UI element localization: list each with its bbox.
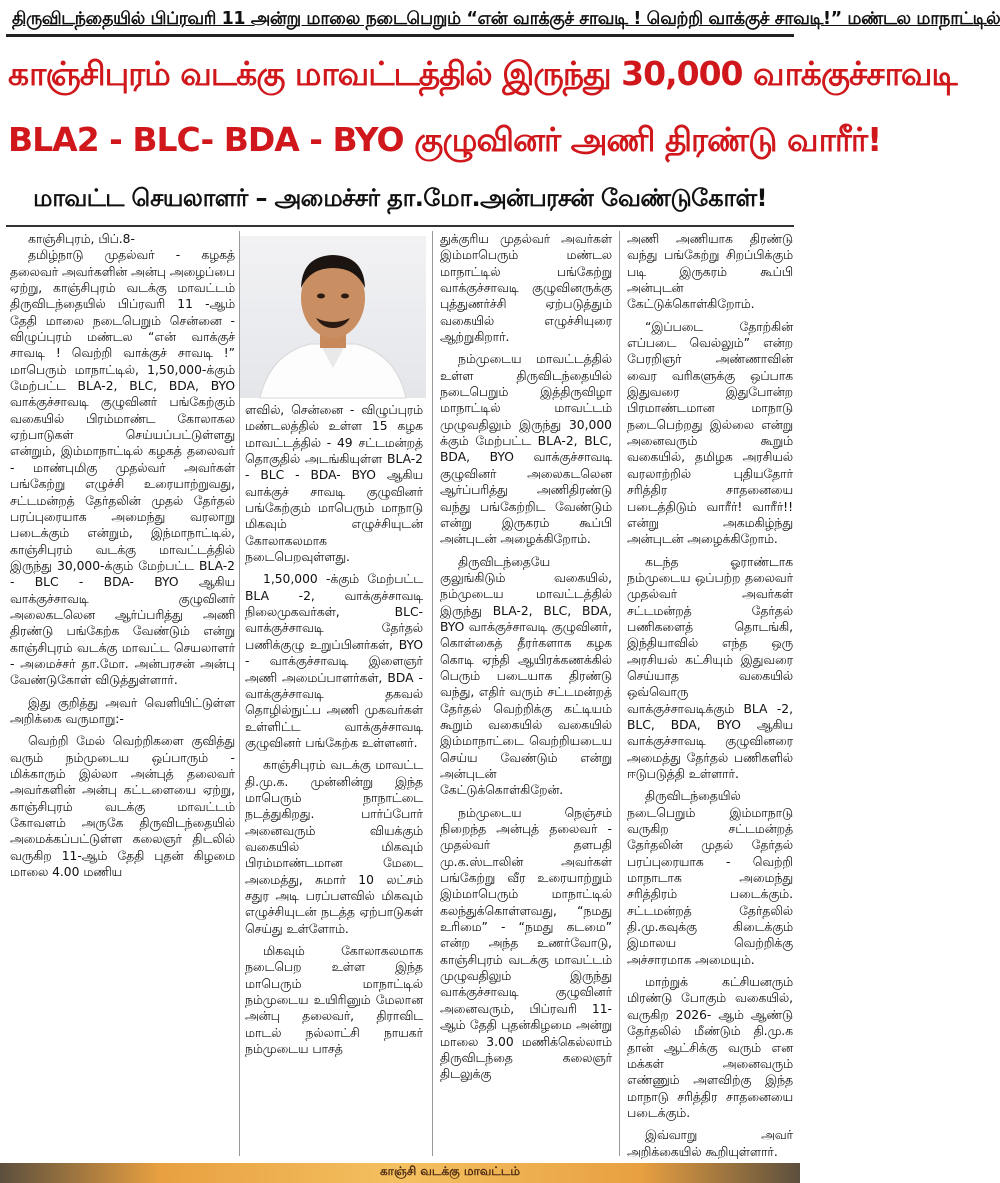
paragraph: அணி அணியாக திரண்டு வந்து பங்கேற்று சிறப்பிக்கும் படி இருகரம் கூப்பி அன்புடன் கேட்டுக்கொள்கிறோம்.	[627, 232, 793, 312]
article-column-4	[627, 231, 793, 1161]
paragraph: திருவிடந்தையில் நடைபெறும் இம்மாநாடு வருகிற சட்டமன்றத் தேர்தலின் முதல் தேர்தல் பரப்புரையாக - வெற்றி மாநாடாக அமைந்து சரித்திரம் படைக்கும். சட்டமன்றத் தேர்தலில் தி.மு.கவுக்கு கிடைக்கும் இமாலய வெற்றிக்கு அச்சாரமாக அமையும்.	[627, 789, 793, 967]
bottom-ad-strip	[0, 1163, 800, 1183]
paragraph: வெற்றி மேல் வெற்றிகளை குவித்து வரும் நம்முடைய ஒப்பாரும் - மிக்காரும் இல்லா அன்புத் தலைவர் அவர்களின் அன்பு கட்டளையை ஏற்று, காஞ்சிபுரம் வடக்கு மாவட்டம் கோவளம் அருகே திருவிடந்தையில் அமைக்கப்பட்டுள்ள கலைஞர் திடலில் வருகிற 11-ஆம் தேதி புதன் கிழமை மாலை 4.00 மணிய	[10, 734, 235, 880]
paragraph: இது குறித்து அவர் வெளியிட்டுள்ள அறிக்கை வருமாறு:-	[10, 695, 235, 726]
column-divider-1	[239, 231, 240, 1156]
minister-photo	[240, 236, 426, 398]
bottom-strip-text: காஞ்சி வடக்கு மாவட்டம்	[380, 1164, 521, 1178]
headline-line2: BLA2 - BLC- BDA - BYO குழுவினர் அணி திரண்டு வாரீர்!	[8, 120, 882, 159]
column-divider-2	[432, 231, 433, 1156]
paragraph: மாற்றுக் கட்சியனரும் மிரண்டு போகும் வகையில், வருகிற 2026- ஆம் ஆண்டு தேர்தலில் மீண்டும் தி.மு.க தான் ஆட்சிக்கு வரும் என மக்கள் அனைவரும் எண்ணும் அளவிற்கு இந்த மாநாடு சரித்திர சாதனையை படைக்கும்.	[627, 975, 793, 1120]
paragraph: காஞ்சிபுரம் வடக்கு மாவட்ட தி.மு.க. முன்னின்று இந்த மாபெரும் நாநாட்டை நடத்துகிறது. பார்ப்போர் அனைவரும் வியக்கும் வகையில் மிகவும் பிரம்மாண்டமான மேடை அமைத்து, சுமார் 10 லட்சம் சதுர அடி பரப்பளவில் மிகவும் எழுச்சியுடன் நடத்த ஏற்பாடுகள் செய்து உள்ளோம்.	[245, 758, 423, 936]
article-column-3	[440, 231, 612, 1161]
paragraph: “இப்படை தோற்கின் எப்படை வெல்லும்” என்ற பேரறிஞர் அண்ணாவின் வைர வரிகளுக்கு ஒப்பாக இதுவரை இதுபோன்ற பிரமாண்டமான மாநாடு நடைபெற்றது இல்லை என்று அனைவரும் கூறும் வகையில், தமிழக அரசியல் வரலாற்றில் புதியதோர் சரித்திர சாதனையை படைத்திடும் வாரீர்! வாரீர்!! என்று அகமகிழ்ந்து அன்புடன் அழைக்கிறோம்.	[627, 319, 793, 547]
article-column-1	[10, 231, 235, 1161]
top-banner: திருவிடந்தையில் பிப்ரவரி 11 அன்று மாலை நடைபெறும் “என் வாக்குச் சாவடி ! வெற்றி வாக்குச் சாவடி!” மண்டல மாநாட்டில்	[12, 9, 1000, 29]
paragraph: இவ்வாறு அவர் அறிக்கையில் கூறியுள்ளார்.	[627, 1128, 793, 1159]
article-column-2	[245, 402, 423, 1161]
column-divider-3	[619, 231, 620, 1156]
paragraph: கடந்த ஓராண்டாக நம்முடைய ஒப்பற்ற தலைவர் முதல்வர் அவர்கள் சட்டமன்றத் தேர்தல் பணிகளைத் தொடங்கி, இந்தியாவில் எந்த ஒரு அரசியல் கட்சியும் இதுவரை செய்யாத வகையில் ஒவ்வொரு வாக்குச்சாவடிக்கும் BLA -2, BLC, BDA, BYO ஆகிய வாக்குச்சாவடி குழுவினரை அமைத்து தேர்தல் பணிகளில் ஈடுபடுத்தி உள்ளார்.	[627, 554, 793, 781]
paragraph: துக்குரிய முதல்வர் அவர்கள் இம்மாபெரும் மண்டல மாநாட்டில் பங்கேற்று வாக்குச்சாவடி குழுவினருக்கு புத்துணர்ச்சி ஏற்படுத்தும் வகையில் எழுச்சியுரை ஆற்றுகிறார்.	[440, 232, 612, 345]
paragraph: திருவிடந்தையே குலுங்கிடும் வகையில், நம்முடைய மாவட்டத்தில் இருந்து BLA-2, BLC, BDA, BYO வாக்குச்சாவடி குழுவினர், கொள்கைத் தீரர்களாக கழக கொடி ஏந்தி ஆயிரக்கணக்கில் பெரும் படையாக திரண்டு வந்து, எதிர் வரும் சட்டமன்றத் தேர்தல் வெற்றிக்கு கட்டியம் கூறும் வகையில் வகையில் இம்மாநாட்டை வெற்றியடைய செய்ய வேண்டும் என்று அன்புடன் கேட்டுக்கொள்கிறேன்.	[440, 554, 612, 798]
subheadline: மாவட்ட செயலாளர் – அமைச்சர் தா.மோ.அன்பரசன் வேண்டுகோள்!	[33, 184, 767, 212]
paragraph: ளவில், சென்னை - விழுப்புரம் மண்டலத்தில் உள்ள 15 கழக மாவட்டத்தில் - 49 சட்டமன்றத் தொகுதில் அடங்கியுள்ள BLA-2 - BLC - BDA- BYO ஆகிய வாக்குச் சாவடி குழுவினர் பங்கேற்கும் மாபெரும் மாநாடு மிகவும் எழுச்சியுடன் கோலாகலமாக நடைபெறவுள்ளது.	[245, 403, 423, 565]
paragraph: தமிழ்நாடு முதல்வர் - கழகத் தலைவர் அவர்களின் அன்பு அழைப்பை ஏற்று, காஞ்சிபுரம் வடக்கு மாவட்டம் திருவிடந்தையில் பிப்ரவரி 11 -ஆம் தேதி மாலை நடைபெறும் சென்னை - விழுப்புரம் மண்டல “என் வாக்குச் சாவடி ! வெற்றி வாக்குச் சாவடி !” மாபெரும் மாநாட்டில், 1,50,000-க்கும் மேற்பட்ட BLA-2, BLC, BDA, BYO வாக்குச்சாவடி குழுவினர் பங்கேற்கும் வகையில் பிரம்மாண்ட கோலாகல ஏற்பாடுகள் செய்யப்பட்டுள்ளது என்றும், இம்மாநாட்டில் கழகத் தலைவர் - மாண்புமிகு முதல்வர் அவர்கள் பங்கேற்று எழுச்சி உரையாற்றுவது, சட்டமன்றத் தேர்தலின் முதல் தேர்தல் பரப்புரையாக அமைந்து வரலாறு படைக்கும் என்றும், இந்மாநாட்டில், காஞ்சிபுரம் வடக்கு மாவட்டத்தில் இருந்து 30,000-க்கும் மேற்பட்ட BLA-2 - BLC - BDA- BYO ஆகிய வாக்குச்சாவடி குழுவினர் அலைகடலென ஆர்ப்பரித்து அணி திரண்டு பங்கேற்க வேண்டும் என்று காஞ்சிபுரம் வடக்கு மாவட்ட செயலாளர் - அமைச்சர் தா.மோ. அன்பரசன் அன்பு வேண்டுகோள் விடுத்துள்ளார்.	[10, 248, 235, 688]
paragraph: நம்முடைய மாவட்டத்தில் உள்ள திருவிடந்தையில் நடைபெறும் இத்திருவிழா மாநாட்டில் மாவட்டம் முழுவதிலும் இருந்து 30,000 க்கும் மேற்பட்ட BLA-2, BLC, BDA, BYO வாக்குச்சாவடி குழுவினர் அலைகடலென ஆர்ப்பரித்து அணிதிரண்டு வந்து பங்கேற்றிட வேண்டும் என்று இருகரம் கூப்பி அன்புடன் அழைக்கிறோம்.	[440, 352, 612, 547]
banner-divider	[6, 34, 794, 37]
paragraph: மிகவும் கோலாகலமாக நடைபெற உள்ள இந்த மாபெரும் மாநாட்டில் நம்முடைய உயிரினும் மேலான அன்பு தலைவர், திராவிட மாடல் நல்லாட்சி நாயகர் நம்முடைய பாசத்	[245, 944, 423, 1057]
paragraph: நம்முடைய நெஞ்சம் நிறைந்த அன்புத் தலைவர் - முதல்வர் தளபதி மு.க.ஸ்டாலின் அவர்கள் பங்கேற்று வீர உரையாற்றும் இம்மாபெரும் மாநாட்டில் கலந்துக்கொள்ளவது, “நமது உரிமை” - “நமது கடமை” என்ற அந்த உணர்வோடு, காஞ்சிபுரம் வடக்கு மாவட்டம் முழுவதிலும் இருந்து வாக்குச்சாவடி குழுவினர் அனைவரும், பிப்ரவரி 11-ஆம் தேதி புதன்கிழமை அன்று மாலை 3.00 மணிக்கெல்லாம் திருவிடந்தை கலைஞர் திடலுக்கு	[440, 805, 612, 1082]
headline-line1: காஞ்சிபுரம் வடக்கு மாவட்டத்தில் இருந்து 30,000 வாக்குச்சாவடி	[8, 54, 957, 93]
paragraph: 1,50,000 -க்கும் மேற்பட்ட BLA -2, வாக்குச்சாவடி நிலைமுகவர்கள், BLC- வாக்குச்சாவடி தேர்தல் பணிக்குழு உறுப்பினர்கள், BYO - வாக்குச்சாவடி இளைஞர் அணி அமைப்பாளர்கள், BDA - வாக்குச்சாவடி தகவல் தொழில்நுட்ப அணி முகவர்கள் உள்ளிட்ட வாக்குச்சாவடி குழுவினர் பங்கேற்க உள்ளனர்.	[245, 572, 423, 750]
subheadline-divider	[6, 225, 794, 227]
portrait-figure	[240, 236, 426, 398]
paragraph: காஞ்சிபுரம், பிப்.8-	[28, 232, 135, 246]
